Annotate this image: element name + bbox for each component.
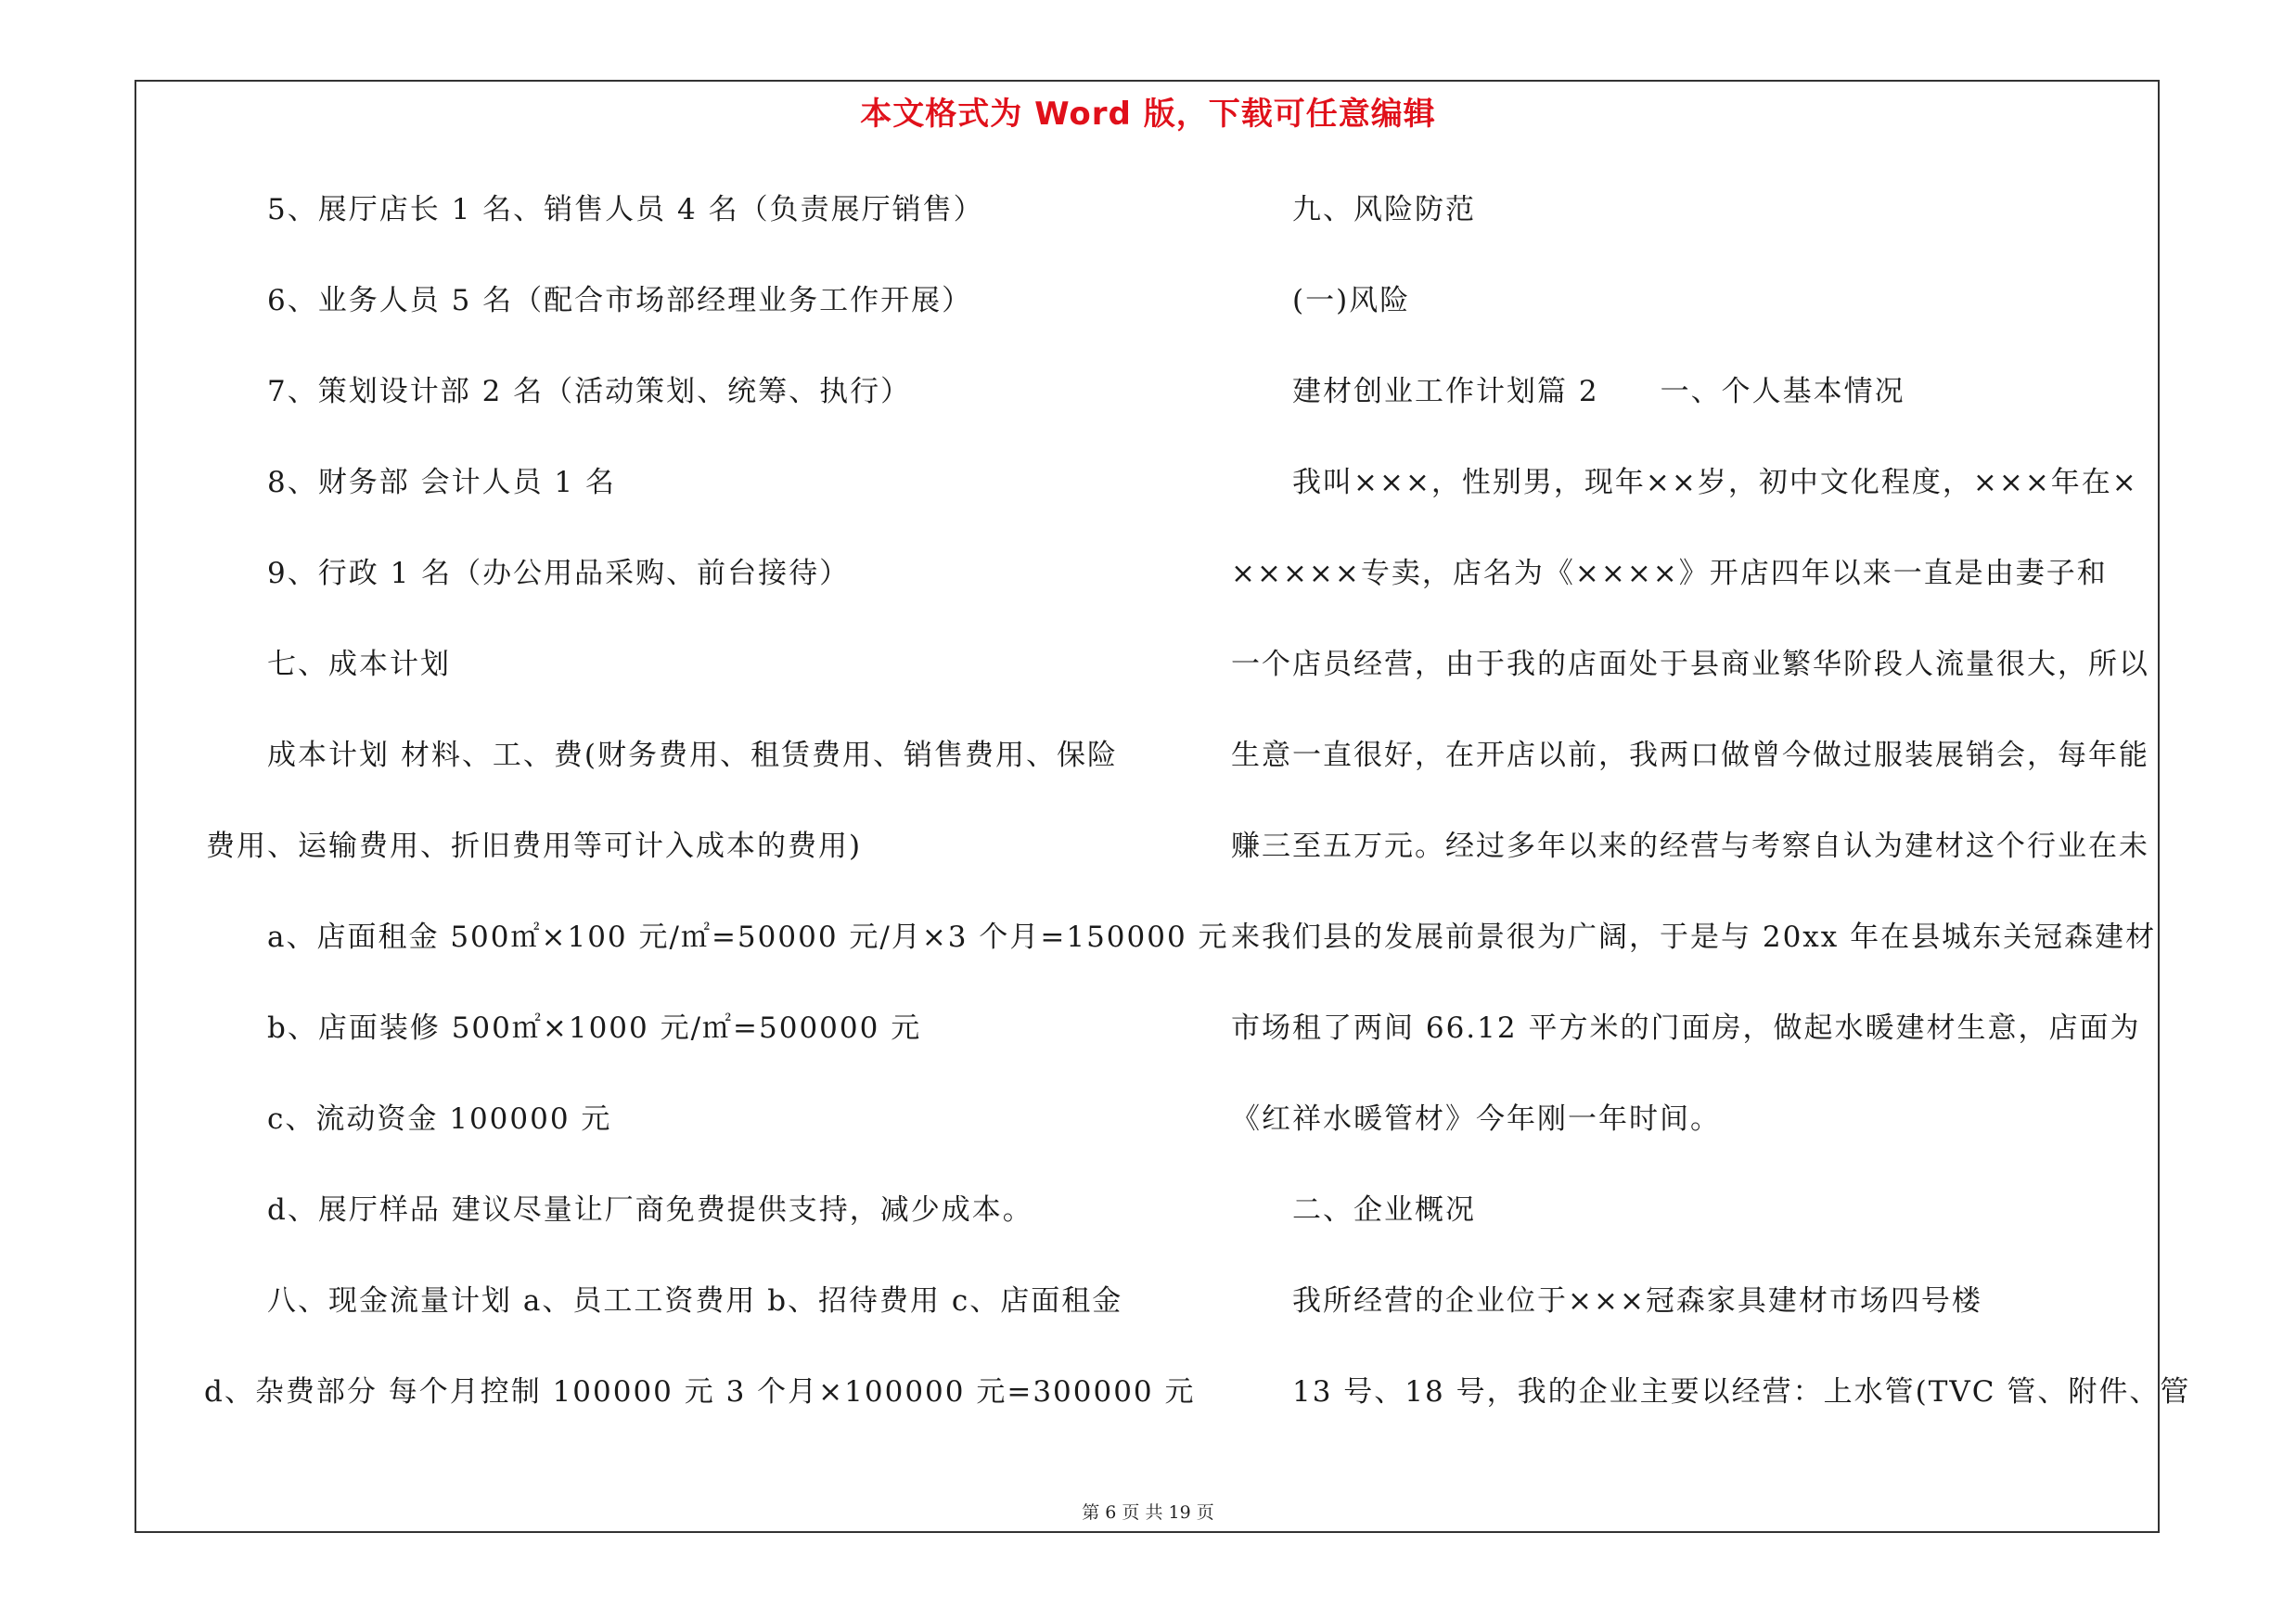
text-line: 赚三至五万元。经过多年以来的经营与考察自认为建材这个行业在未 [1231, 830, 2149, 863]
format-banner: 本文格式为 Word 版，下载可任意编辑 [860, 96, 1436, 133]
section-heading: 七、成本计划 [267, 648, 451, 681]
text-line: ×××××专卖，店名为《××××》开店四年以来一直是由妻子和 [1231, 557, 2108, 590]
text-line: 生意一直很好，在开店以前，我两口做曾今做过服装展销会，每年能 [1231, 739, 2149, 772]
text-line: 7、策划设计部 2 名（活动策划、统筹、执行） [267, 375, 912, 408]
text-line: 8、财务部 会计人员 1 名 [267, 466, 617, 499]
text-line: 成本计划 材料、工、费(财务费用、租赁费用、销售费用、保险 [267, 739, 1118, 772]
text-line: 13 号、18 号，我的企业主要以经营：上水管(TVC 管、附件、管 [1292, 1375, 2191, 1409]
text-line: 费用、运输费用、折旧费用等可计入成本的费用) [206, 830, 863, 863]
text-line: b、店面装修 500㎡×1000 元/㎡=500000 元 [267, 1011, 922, 1045]
text-line: a、店面租金 500㎡×100 元/㎡=50000 元/月×3 个月=150000 元 [267, 921, 1229, 954]
text-line: 9、行政 1 名（办公用品采购、前台接待） [267, 557, 851, 590]
section-heading: 八、现金流量计划 a、员工工资费用 b、招待费用 c、店面租金 [267, 1284, 1123, 1318]
text-line: d、杂费部分 每个月控制 100000 元 3 个月×100000 元=300000 元 [204, 1375, 1196, 1409]
page-number: 第 6 页 共 19 页 [1082, 1502, 1214, 1523]
section-heading: 建材创业工作计划篇 2 一、个人基本情况 [1292, 375, 1905, 408]
text-line: 我叫×××，性别男，现年××岁，初中文化程度，×××年在× [1292, 466, 2138, 499]
text-line: 一个店员经营，由于我的店面处于县商业繁华阶段人流量很大，所以 [1231, 648, 2149, 681]
text-line: 来我们县的发展前景很为广阔，于是与 20xx 年在县城东关冠森建材 [1231, 921, 2157, 954]
text-line: 《红祥水暖管材》今年刚一年时间。 [1231, 1102, 1721, 1136]
text-line: 6、业务人员 5 名（配合市场部经理业务工作开展） [267, 284, 973, 317]
text-line: d、展厅样品 建议尽量让厂商免费提供支持，减少成本。 [267, 1193, 1033, 1227]
text-line: 市场租了两间 66.12 平方米的门面房，做起水暖建材生意，店面为 [1231, 1011, 2141, 1045]
section-heading: 九、风险防范 [1292, 193, 1476, 226]
section-heading: (一)风险 [1292, 284, 1411, 317]
text-line: 我所经营的企业位于×××冠森家具建材市场四号楼 [1292, 1284, 1982, 1318]
text-line: 5、展厅店长 1 名、销售人员 4 名（负责展厅销售） [267, 193, 984, 226]
section-heading: 二、企业概况 [1292, 1193, 1476, 1227]
text-line: c、流动资金 100000 元 [267, 1102, 612, 1136]
